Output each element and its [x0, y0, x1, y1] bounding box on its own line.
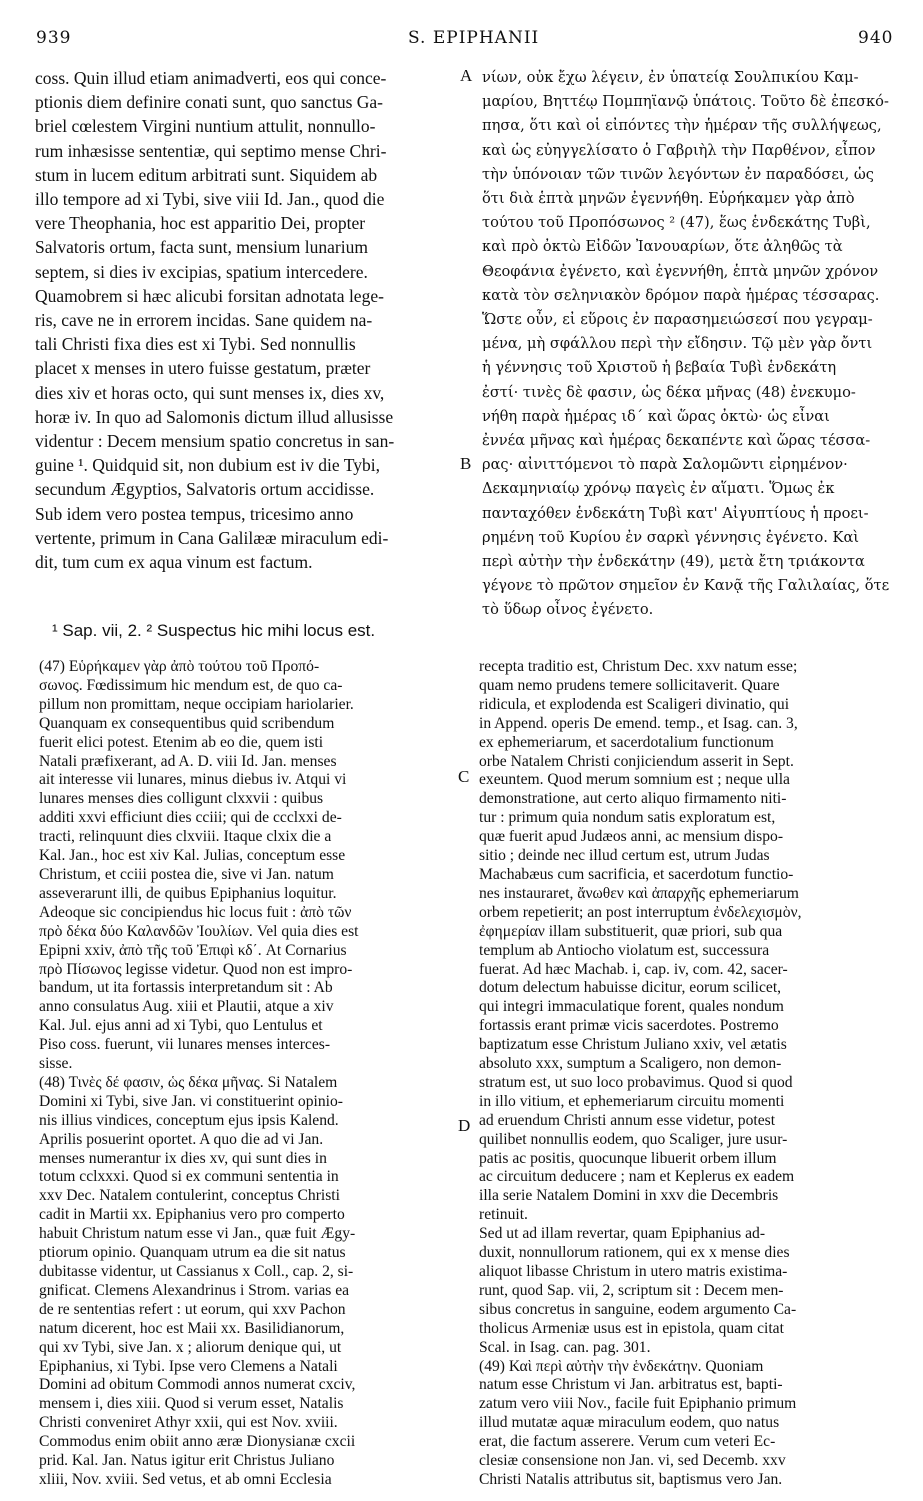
latin-text-line: Salvatoris ortum, facta sunt, mensium lunarium	[35, 237, 368, 258]
note-line: Epipni xxiv, ἀπὸ τῆς τοῦ Ἐπιφὶ κδ΄. At Cornarius	[39, 941, 347, 959]
greek-text-line: πησα, ὅτι καὶ οἱ εἰπόντες τὴν ἡμέραν τῆς συλλήψεως,	[482, 117, 882, 135]
note-line: retinuit.	[479, 1206, 528, 1224]
latin-text-line: videntur : Decem mensium spatio concretus in san-	[35, 431, 395, 452]
greek-text-line: περὶ αὐτὴν τὴν ἑνδεκάτην (49), μετὰ ἔτη τριάκοντα	[482, 553, 865, 571]
running-title: S. EPIPHANII	[408, 28, 540, 48]
note-line: quilibet nonnullis eodem, quo Scaliger, jure usur-	[479, 1130, 788, 1148]
note-line: prid. Kal. Jan. Natus igitur erit Christus Juliano	[39, 1452, 335, 1470]
note-line: illa serie Natalem Domini in xxv die Decembris	[479, 1187, 779, 1205]
note-line: lunares menses dies colligunt clxxvii : quibus	[39, 790, 324, 808]
note-line: Domini xi Tybi, sive Jan. vi constituerint opinio-	[39, 1092, 343, 1110]
note-line: ptiorum opinio. Quanquam utrum ea die sit natus	[39, 1244, 346, 1262]
note-line: natum dicerent, hoc est Maii xx. Basilidianorum,	[39, 1319, 345, 1337]
note-line: Commodus enim obiit anno æræ Dionysianæ cxcii	[39, 1433, 356, 1451]
greek-text-line: τὸ ὕδωρ οἶνος ἐγένετο.	[482, 601, 654, 619]
greek-text-line: νήθη παρὰ ἡμέρας ιδ΄ καὶ ὥρας ὀκτὼ· ὡς εἶναι	[482, 407, 830, 425]
latin-text-line: rum inhæsisse sententiæ, qui septimo mense Chri-	[35, 140, 387, 161]
note-line: Kal. Jan., hoc est xiv Kal. Julias, conceptum esse	[39, 847, 346, 865]
note-line: qui xv Tybi, sive Jan. x ; aliorum denique qui, ut	[39, 1338, 342, 1356]
greek-text-line: Θεοφάνια ἐγένετο, καὶ ἐγεννήθη, ἑπτὰ μηνῶν χρόνον	[482, 262, 879, 280]
note-line: qui integri immaculatique forent, quales nondum	[479, 998, 784, 1016]
note-line: cadit in Martii xx. Epiphanius vero pro comperto	[39, 1206, 345, 1224]
note-line: Aprilis posuerint oportet. A quo die ad vi Jan.	[39, 1130, 324, 1148]
note-line: habuit Christum natum esse vi Jan., quæ fuit Ægy-	[39, 1225, 356, 1243]
greek-text-line: τὴν ὑπόνοιαν τῶν τινῶν λεγόντων ἐν παραδόσει, ὡς	[482, 165, 874, 183]
note-line: ridicula, et explodenda est Scaligeri divinatio, qui	[479, 695, 790, 713]
note-line: orbem repetierit; an post interruptum ἐνδελεχισμὸν,	[479, 903, 802, 921]
note-line: Machabæus cum sacrificia, et sacerdotum functio-	[479, 865, 794, 883]
greek-text-line: κατὰ τὸν σεληνιακὸν δρόμον παρὰ ἡμέρας τέσσαρας.	[482, 286, 880, 304]
note-line: nes instauraret, ἄνωθεν καὶ ἀπαρχῆς ephemeriarum	[479, 884, 799, 902]
note-line: (48) Τινὲς δέ φασιν, ὡς δέκα μῆνας. Si Natalem	[39, 1073, 338, 1091]
greek-text-line: Ὥστε οὖν, εἰ εὕροις ἐν παρασημειώσεσί που γεγραμ-	[482, 311, 873, 329]
note-line: orbe Natalem Christi conjiciendum asserit in Sept.	[479, 752, 794, 770]
note-line: illud mutatæ aquæ miraculum eodem, quo natus	[479, 1414, 780, 1432]
note-line: πρὸ δέκα δύο Καλανδῶν Ἰουλίων. Vel quia dies est	[39, 922, 359, 940]
note-line: tracti, relinquunt dies clxviii. Itaque clxix die a	[39, 828, 332, 846]
note-line: tholicus Armeniæ usus est in epistola, quam citat	[479, 1319, 784, 1337]
note-line: dubitasse videntur, ut Cassianus x Coll., cap. 2, si-	[39, 1263, 354, 1280]
notes-right-column	[479, 658, 909, 1490]
latin-text-line: briel cœlestem Virgini nuntium attulit, nonnullo-	[35, 116, 376, 137]
greek-text-line: καὶ ὡς εὐηγγελίσατο ὁ Γαβριὴλ τὴν Παρθένον, εἶπον	[482, 141, 876, 159]
note-line: Domini ad obitum Commodi annos numerat cxciv,	[39, 1376, 356, 1394]
left-page-number: 939	[36, 28, 72, 48]
note-line: xxv Dec. Natalem contulerint, conceptus Christi	[39, 1187, 340, 1205]
note-line: (49) Καὶ περὶ αὐτὴν τὴν ἑνδεκάτην. Quoniam	[479, 1357, 764, 1375]
note-line: nis illius vindices, conceptum ejus ipsis Kalend.	[39, 1111, 339, 1129]
note-line: baptizatum esse Christum Juliano xxiv, vel ætatis	[479, 1036, 787, 1054]
note-line: totum cclxxxi. Quod si ex communi sententia in	[39, 1168, 339, 1186]
latin-text-line: coss. Quin illud etiam animadverti, eos qui conce-	[35, 68, 387, 88]
note-line: gnificat. Clemens Alexandrinus i Strom. varias ea	[39, 1281, 350, 1299]
note-line: Christum, et cciii postea die, sive vi Jan. natum	[39, 865, 334, 883]
note-line: mensem i, dies xiii. Quod si verum esset, Natalis	[39, 1395, 344, 1413]
note-line: dotum delectum habuisse dicitur, eorum scilicet,	[479, 979, 782, 997]
note-line: recepta traditio est, Christum Dec. xxv natum esse;	[479, 658, 798, 675]
note-line: ex ephemeriarum, et sacerdotalium functionum	[479, 733, 774, 751]
latin-text-line: vertente, primum in Cana Galilææ miraculum edi-	[35, 527, 389, 548]
note-line: ἐφημερίαν illam substituerit, quæ priori, sub qua	[479, 922, 783, 940]
note-line: Scal. in Isag. can. pag. 301.	[479, 1338, 651, 1356]
latin-text-line: guine ¹. Quidquid sit, non dubium est iv die Tybi,	[35, 455, 380, 476]
margin-letter-d: D	[458, 1116, 471, 1135]
margin-letter-a: A	[460, 66, 473, 85]
greek-text-line: μαρίου, Βηττέῳ Πομπηϊανῷ ὑπάτοις. Τοῦτο δὲ ἐπεσκό-	[482, 93, 889, 111]
latin-text-line: secundum Ægyptios, Salvatoris ortum accidisse.	[35, 479, 375, 500]
note-line: runt, quod Sap. vii, 2, scriptum sit : Decem men-	[479, 1281, 784, 1299]
note-line: σωνος. Fœdissimum hic mendum est, de quo ca-	[39, 676, 343, 694]
note-line: clesiæ consensione non Jan. vi, sed Decemb. xxv	[479, 1452, 786, 1470]
note-line: menses numerantur ix dies xv, qui sunt dies in	[39, 1149, 327, 1167]
greek-text-line: ἡ γέννησις τοῦ Χριστοῦ ἡ βεβαία Τυβὶ ἑνδεκάτη	[482, 359, 837, 377]
latin-text-line: vere Theophania, hoc est apparitio Dei, propter	[35, 213, 366, 234]
greek-text-line: ἐστί· τινὲς δὲ φασιν, ὡς δέκα μῆνας (48) ἐνεκυμο-	[482, 383, 856, 401]
note-line: asseverarunt illi, de quibus Epiphanius loquitur.	[39, 884, 337, 902]
greek-text-line: ὅτι διὰ ἑπτὰ μηνῶν ἐγεννήθη. Εὑρήκαμεν γὰρ ἀπὸ	[482, 190, 855, 208]
note-line: duxit, nonnullorum rationem, qui ex x mense dies	[479, 1244, 790, 1262]
note-line: additi xxvi efficiunt dies cciii; qui de ccclxxi de-	[39, 809, 342, 827]
note-line: in Append. operis De emend. temp., et Isag. can. 3,	[479, 714, 798, 732]
note-line: Adeoque sic concipiendus hic locus fuit : ἀπὸ τῶν	[39, 903, 352, 921]
latin-text-line: placet x menses in utero fuisse gestatum, præter	[35, 358, 371, 379]
note-line: Epiphanius, xi Tybi. Ipse vero Clemens a Natali	[39, 1357, 338, 1375]
note-line: ad eruendum Christi annum esse videtur, potest	[479, 1111, 776, 1129]
note-line: stratum est, ut suo loco probavimus. Quod si quod	[479, 1073, 793, 1091]
note-line: absoluto xxx, sumptum a Scaligero, non demon-	[479, 1055, 782, 1073]
greek-text-line: Δεκαμηνιαίῳ χρόνῳ παγεὶς ἐν αἵματι. Ὅμως ἐκ	[482, 480, 835, 498]
note-line: Sed ut ad illam revertar, quam Epiphanius ad-	[479, 1225, 766, 1243]
note-line: xliii, Nov. xviii. Sed vetus, et ab omni Ecclesia	[39, 1470, 332, 1488]
greek-text-line: πανταχόθεν ἑνδεκάτη Τυβὶ κατ' Αἰγυπτίους ἡ προει-	[482, 504, 869, 522]
note-line: quam nemo prudens temere sollicitaverit. Quare	[479, 676, 780, 694]
note-line: ac circuitum deducere ; nam et Keplerus ex eadem	[479, 1168, 795, 1186]
note-line: fortassis erant primæ vicis sacerdotes. Postremo	[479, 1017, 779, 1035]
note-line: sitio ; deinde nec illud certum est, utrum Judas	[479, 847, 770, 865]
latin-text-line: dit, tum cum ex aqua vinum est factum.	[35, 552, 313, 573]
note-line: Quanquam ex consequentibus quid scribendum	[39, 714, 335, 732]
note-line: sibus concretus in sanguine, eodem argumento Ca-	[479, 1300, 797, 1318]
note-line: templum ab Antiocho violatum est, successura	[479, 941, 770, 959]
latin-text-line: ris, cave ne in errorem incidas. Sane quidem na-	[35, 310, 373, 331]
note-line: zatum vero viii Nov., facile fuit Epiphanio primum	[479, 1395, 797, 1413]
note-line: Piso coss. fuerunt, vii lunares menses interces-	[39, 1036, 331, 1054]
latin-text-column	[35, 66, 453, 574]
note-line: ait interesse vii lunares, minus diebus iv. Atqui vi	[39, 771, 347, 789]
note-line: Natali præfixerant, ad A. D. viii Id. Jan. menses	[39, 752, 337, 770]
note-line: tur : primum quia nondum satis exploratum est,	[479, 809, 776, 827]
note-line: (47) Εὑρήκαμεν γὰρ ἀπὸ τούτου τοῦ Προπό-	[39, 658, 320, 675]
footnote: ¹ Sap. vii, 2. ² Suspectus hic mihi locus est.	[52, 621, 376, 640]
note-line: patis ac positis, quocunque libuerit orbem illum	[479, 1149, 777, 1167]
margin-letter-c: C	[458, 767, 470, 786]
note-line: in illo vitium, et ephemeriarum circuitu momenti	[479, 1092, 785, 1110]
latin-text-line: horæ iv. In quo ad Salomonis dictum illud allusisse	[35, 406, 394, 427]
note-line: Christi conveniret Athyr xxii, qui est Nov. xviii.	[39, 1414, 338, 1432]
note-line: fuerat. Ad hæc Machab. i, cap. iv, com. 42, sacer-	[479, 960, 788, 978]
note-line: aliquot libasse Christum in utero matris existima-	[479, 1263, 788, 1280]
greek-text-line: καὶ πρὸ ὀκτὼ Εἰδῶν Ἰανουαρίων, ὅτε ἀληθῶς τὰ	[482, 238, 843, 256]
greek-text-column	[482, 66, 902, 623]
latin-text-line: Sub idem vero postea tempus, tricesimo anno	[35, 503, 354, 524]
note-line: bandum, ut ita fortassis interpretandum sit : Ab	[39, 979, 333, 997]
latin-text-line: ptionis diem definire conati sunt, quo sanctus Ga-	[35, 92, 383, 113]
latin-text-line: Quamobrem si hæc alicubi forsitan adnotata lege-	[35, 285, 384, 306]
note-line: pillum non promittam, neque occipiam hariolarier.	[39, 695, 354, 713]
greek-text-line: ρημένη τοῦ Κυρίου ἐν σαρκὶ γέννησις ἐγένετο. Καὶ	[482, 528, 860, 546]
note-line: natum esse Christum vi Jan. arbitratus est, bapti-	[479, 1376, 783, 1394]
greek-text-line: ἐννέα μῆνας καὶ ἡμέρας δεκαπέντε καὶ ὥρας τέσσα-	[482, 432, 871, 450]
note-line: quæ fuerit apud Judæos anni, ac mensium dispo-	[479, 828, 784, 846]
latin-text-line: septem, si dies iv excipias, spatium intercedere.	[35, 261, 368, 282]
note-line: exeuntem. Quod merum somnium est ; neque ulla	[479, 771, 790, 789]
greek-text-line: ρας· αἰνιττόμενοι τὸ παρὰ Σαλομῶντι εἰρημένον·	[482, 456, 848, 474]
note-line: demonstratione, aut certo aliquo firmamento niti-	[479, 790, 787, 808]
greek-text-line: νίων, οὐκ ἔχω λέγειν, ἐν ὑπατείᾳ Σουλπικίου Καμ-	[482, 69, 859, 86]
latin-text-line: tali Christi fixa dies est xi Tybi. Sed nonnullis	[35, 334, 356, 355]
note-line: erat, die factum asserere. Verum cum veteri Ec-	[479, 1433, 776, 1451]
latin-text-line: illo tempore ad xi Tybi, sive viii Id. Jan., quod die	[35, 189, 385, 210]
note-line: Kal. Jul. ejus anni ad xi Tybi, quo Lentulus et	[39, 1017, 323, 1035]
greek-text-line: τούτου τοῦ Προπόσωνος ² (47), ἕως ἑνδεκάτης Τυβὶ,	[482, 214, 871, 232]
margin-letter-b: B	[460, 454, 472, 473]
note-line: fuerit elici potest. Etenim ab eo die, quem isti	[39, 733, 324, 751]
note-line: πρὸ Πίσωνος legisse videtur. Quod non est impro-	[39, 960, 353, 978]
note-line: Christi Natalis attributus sit, baptismus vero Jan.	[479, 1470, 783, 1488]
greek-text-line: γέγονε τὸ πρῶτον σημεῖον ἐν Κανᾷ τῆς Γαλιλαίας, ὅτε	[482, 577, 890, 595]
note-line: anno consulatus Aug. xiii et Plautii, atque a xiv	[39, 998, 334, 1016]
note-line: sisse.	[39, 1055, 73, 1073]
right-page-number: 940	[858, 28, 894, 48]
latin-text-line: stum in lucem editum arbitrati sunt. Siquidem ab	[35, 164, 378, 185]
notes-left-column	[39, 658, 459, 1490]
note-line: de re sententias refert : ut eorum, qui xxv Pachon	[39, 1300, 346, 1318]
greek-text-line: μένα, μὴ σφάλλου περὶ τὴν εἴδησιν. Τῷ μὲν γὰρ ὄντι	[482, 335, 873, 353]
latin-text-line: dies xiv et horas octo, qui sunt menses ix, dies xv,	[35, 382, 385, 403]
